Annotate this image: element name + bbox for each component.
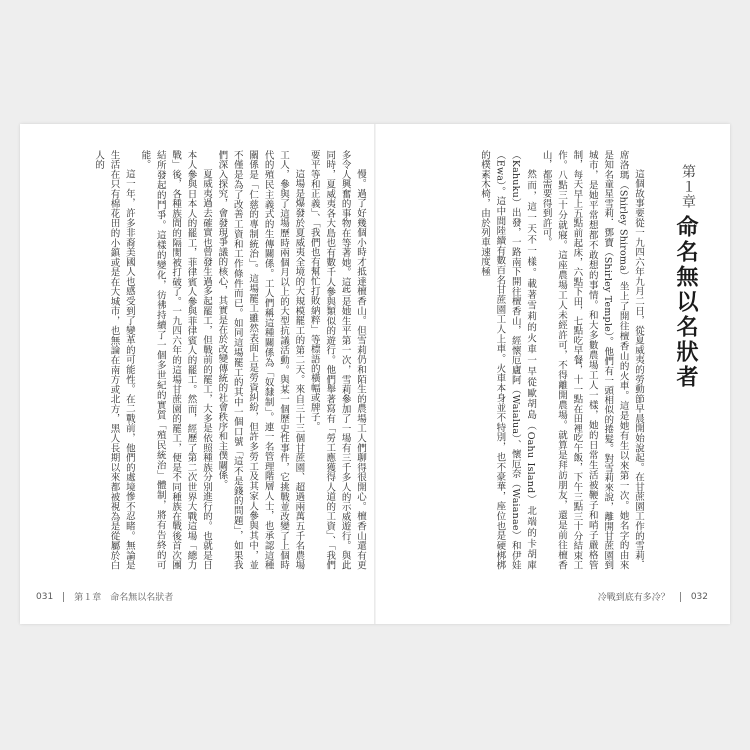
running-head-chapter: 第１章 命名無以名狀者 (74, 593, 174, 603)
right-page (376, 124, 730, 624)
page-number: 032 (690, 591, 708, 602)
running-head-book-title: 冷戰到底有多冷？ (597, 593, 670, 603)
right-page-footer (598, 590, 708, 603)
footer-divider (63, 592, 64, 602)
chapter-heading (672, 164, 698, 390)
chapter-title: 命名無以名狀者 (673, 215, 698, 390)
left-page (20, 124, 374, 624)
paragraph: 這一年，許多非裔美國人也感受到了變革的可能性。在二戰前，他們的處境慘不忍睹。無論是生活在只有棉花田的小鎮或是在大城市，也無論在南方或北方，黑人長期以來都被視為是從屬於白人的 (93, 150, 135, 570)
chapter-number: 第１章 (680, 164, 696, 209)
paragraph: 然而，這一天不一樣。載著雪莉的火車一早從歐胡島（Oahu Island）北端的卡胡庫（Kahuku）出發，一路南下開往檀香山，經懷厄廬阿（Waialua）、懷厄奈（Waianae）和伊娃（Ewa）。這中間陸續有數百名甘蔗園工人上車。火車本身並不特別，也不豪華，座位也是硬梆梆的樸素木椅，由於列車速度極 (478, 150, 537, 570)
right-page-body (398, 150, 646, 570)
paragraph: 夏威夷過去確實也曾發生過多起罷工，但戰前的罷工，大多是依照種族分別進行的。也就是日本人參與日本人的罷工，菲律賓人參與菲律賓人的罷工。然而，經歷了第二次世界大戰這場「總力戰」後，各種族間的隔閡被打破了。一九四六年的這場甘蔗園的罷工，便是不同種族在戰後首次團結所發起的鬥爭。這樣的變化，彷彿持續了一個多世紀的實質「殖民統治」體制，將有告終的可能。 (139, 150, 212, 570)
left-page-body (42, 150, 368, 570)
left-page-footer (36, 590, 173, 603)
paragraph: 慢。過了好幾個小時才抵達檀香山。但雪莉仍和陌生的農場工人們聊得很開心。檀香山還有更多令人興奮的事物在等著她。這些是她生平第一次，雪莉參加了一場有三千多人的示威遊行。與此同時，夏威夷各大島也有數千人參與類似的遊行。他們舉著寫有「勞工應獲得人道的工資」、「我們要平等和正義」、「我們也有幫忙打敗納粹」等標語的橫幅或牌子。 (308, 150, 366, 570)
book-spread (20, 124, 730, 624)
paragraph: 這個故事要從一九四六年九月二日，從夏威夷的勞動節早晨開始說起。在甘蔗園工作的雪莉．席洛瑪（Shirley Shiroma）坐上了開往檀香山的火車。這是她有生以來第一次。她名字的由來是知名童星雪莉．鄧寶（Shirley Temple）。他們有一頭相似的捲髮。對雪莉來說，離開甘蔗園到城市，是她平常想都不敢想的事情。和大多數農場工人一樣，她的日常生活被鞭子和哨子嚴格管制，每天早上五點前起床，六點下田，七點吃早餐，十一點在田裡吃午飯，下午三點三十分結束工作。八點三十分就寢。這座農場工人未經許可，不得離開農場。就算是拜訪朋友，還是前往檀香山，都需要得到許可。 (540, 150, 644, 570)
paragraph: 這場是爆發於夏威夷全境的大規模罷工的第二天。來自三十三個甘蔗園、超過兩萬五千名農場工人，參與了這場歷時兩個月以上的大型抗議活動。與某一個歷史性事件，它挑戰並改變了上個時代的殖民主義式的生傳關係。工人們稱這種關係為「奴隸制」。連一名管理階層人士，也承認這種關係是「仁慈的專制統治」。這場罷工雖然表面上是勞資糾紛，但許多勞工及其家人參與其中，並不僅是為了改善工資和工作條件而已。如同這場罷工的其中一個口號「這不是錢的問題」，如果我們深入探究，會發現爭議的核心，其實是在於改變傳統的社會秩序和主僕關係。 (216, 150, 305, 570)
footer-divider (680, 592, 681, 602)
page-number: 031 (36, 591, 54, 602)
